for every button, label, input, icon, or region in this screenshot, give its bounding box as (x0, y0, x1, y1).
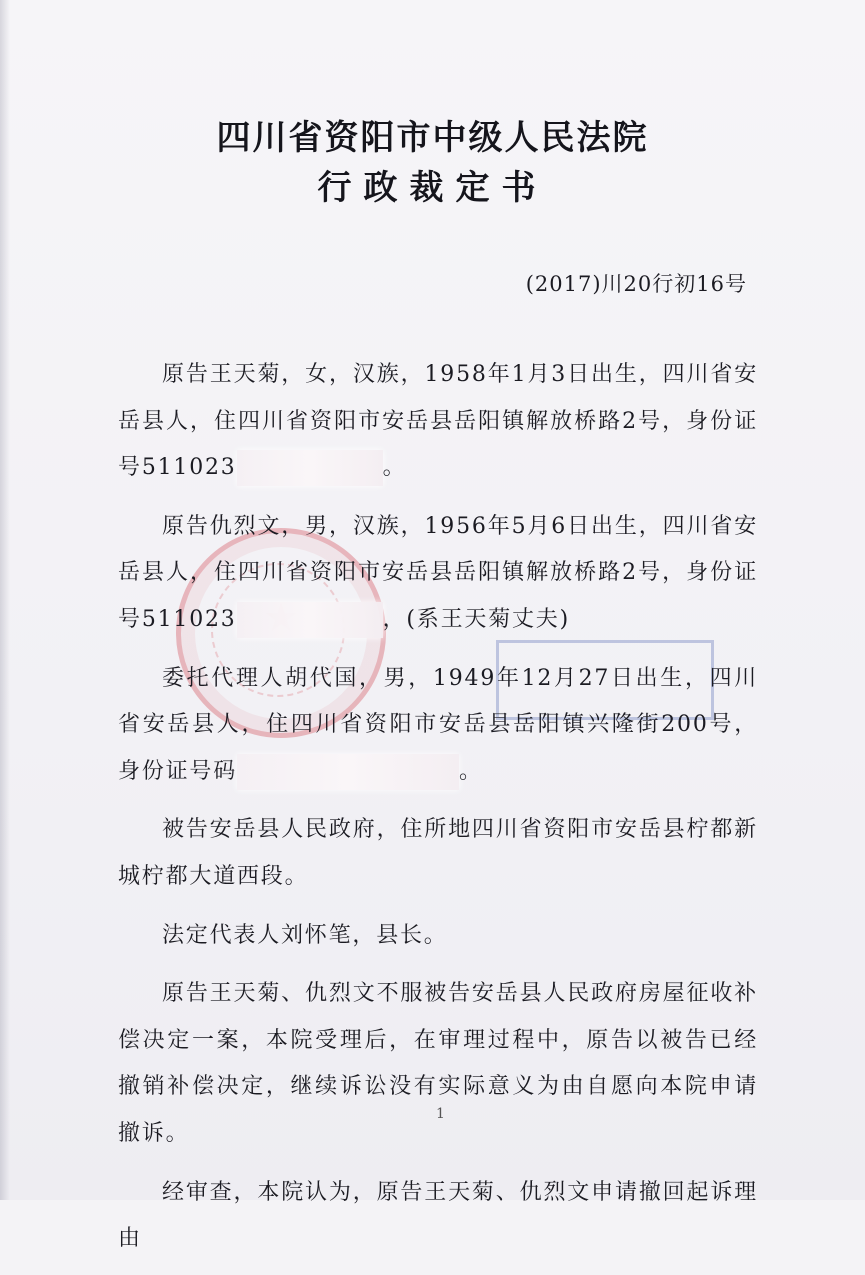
plaintiff-1-id-prefix: 511023 (141, 455, 237, 481)
period-mark: 。 (459, 758, 483, 784)
document-type-title: 行政裁定书 (317, 168, 548, 208)
agent-paragraph (118, 656, 758, 796)
plaintiff-2-id-prefix: 511023 (141, 606, 237, 632)
plaintiff-2-text: 原告仇烈文，男，汉族，1956年5月6日出生，四川省安岳县人，住四川省资阳市安岳县岳阳镇解放桥路2号，身份证号 (118, 513, 758, 632)
redacted-id-number (237, 754, 459, 790)
plaintiff-2-note: ，(系王天菊丈夫) (382, 606, 570, 632)
plaintiff-2-paragraph (118, 504, 758, 644)
plaintiff-1-paragraph (118, 352, 758, 492)
redacted-id-number (237, 602, 383, 638)
plaintiff-1-text: 原告王天菊，女，汉族，1958年1月3日出生，四川省安岳县人，住四川省资阳市安岳县岳阳镇解放桥路2号，身份证号 (118, 362, 758, 481)
case-summary-paragraph: 原告王天菊、仇烈文不服被告安岳县人民政府房屋征收补偿决定一案，本院受理后，在审理过程中，原告以被告已经撤销补偿决定，继续诉讼没有实际意义为由自愿向本院申请撤诉。 (118, 981, 758, 1146)
legal-representative-paragraph: 法定代表人刘怀笔，县长。 (162, 922, 448, 948)
defendant-paragraph: 被告安岳县人民政府，住所地四川省资阳市安岳县柠都新城柠都大道西段。 (118, 817, 758, 889)
agent-text: 委托代理人胡代国，男，1949年12月27日出生，四川省安岳县人，住四川省资阳市安岳县岳阳镇兴隆街200号，身份证号码 (118, 665, 758, 784)
court-review-paragraph: 经审查，本院认为，原告王天菊、仇烈文申请撤回起诉理由 (118, 1179, 758, 1252)
period-mark: 。 (382, 455, 407, 481)
redacted-id-number (237, 450, 383, 486)
court-name-title: 四川省资阳市中级人民法院 (216, 118, 649, 158)
case-number: (2017)川20行初16号 (525, 272, 747, 296)
page-number: 1 (436, 1106, 445, 1122)
document-body (118, 352, 758, 1275)
